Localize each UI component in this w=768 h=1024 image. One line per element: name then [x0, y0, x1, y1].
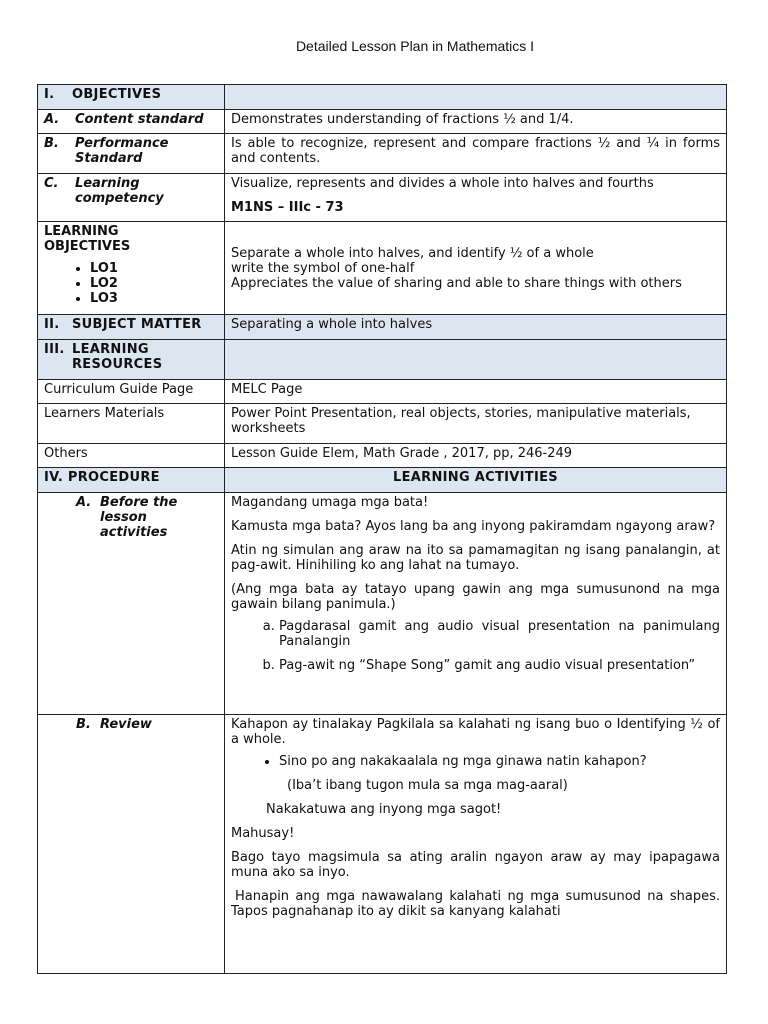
activity-text: Atin ng simulan ang araw na ito sa pamamagitan ng isang panalangin, at pag-awit. Hinihiling ko ang lahat na tumayo. — [231, 543, 720, 573]
row-value: Lesson Guide Elem, Math Grade , 2017, pp, 246-249 — [225, 444, 727, 468]
row-label: Review — [100, 717, 152, 732]
objectives-heading-cell — [38, 85, 225, 110]
learning-resources-header-row — [38, 340, 727, 380]
list-item: b. Pag-awit ng “Shape Song” gamit ang audio visual presentation” — [279, 658, 720, 673]
lo-value: Appreciates the value of sharing and able to share things with others — [231, 276, 682, 291]
lo-value: Separate a whole into halves, and identify ½ of a whole — [231, 246, 594, 261]
content-standard-row — [38, 110, 727, 134]
row-label: Before the lesson activities — [100, 495, 178, 540]
review-bullets — [231, 754, 720, 769]
row-value: Demonstrates understanding of fractions ½ and 1/4. — [225, 110, 727, 134]
review-row — [38, 715, 727, 974]
learning-objectives-label: LEARNING OBJECTIVES — [44, 224, 131, 254]
row-marker: A. — [44, 112, 60, 127]
row-label: Performance Standard — [75, 136, 169, 166]
activity-text: Bago tayo magsimula sa ating aralin ngayon araw ay may ipapagawa muna ako sa inyo. — [231, 850, 720, 880]
row-marker: C. — [44, 176, 59, 191]
learning-competency-row — [38, 174, 727, 222]
activity-list — [231, 619, 720, 673]
row-marker: B. — [76, 717, 91, 732]
list-item: • Sino po ang nakakaalala ng mga ginawa natin kahapon? — [279, 754, 720, 769]
section-number: I. — [44, 87, 55, 102]
row-value: Separating a whole into halves — [225, 315, 727, 340]
resource-row — [38, 444, 727, 468]
learning-objectives-row — [38, 222, 727, 315]
activities-heading: LEARNING ACTIVITIES — [225, 468, 727, 493]
objectives-header-row — [38, 85, 727, 110]
row-marker: A. — [76, 495, 92, 510]
row-label: Others — [38, 444, 225, 468]
row-label: Content standard — [75, 112, 204, 127]
section-number: II. — [44, 317, 60, 332]
lesson-plan-table — [37, 84, 727, 974]
activity-text: Kahapon ay tinalakay Pagkilala sa kalahati ng isang buo o Identifying ½ of a whole. — [231, 717, 720, 747]
lo-item: • LO2 — [90, 276, 218, 291]
section-heading: LEARNING RESOURCES — [72, 342, 163, 372]
row-label: Learning competency — [75, 176, 164, 206]
document-title: Detailed Lesson Plan in Mathematics I — [295, 38, 535, 54]
row-label: Learners Materials — [38, 404, 225, 444]
row-value: Power Point Presentation, real objects, stories, manipulative materials, worksheets — [225, 404, 727, 444]
procedure-header-row — [38, 468, 727, 493]
row-value: Is able to recognize, represent and compare fractions ½ and ¼ in forms and contents. — [225, 134, 727, 174]
row-label: Curriculum Guide Page — [38, 380, 225, 404]
before-lesson-row — [38, 493, 727, 715]
row-value: Visualize, represents and divides a whole into halves and fourths — [231, 176, 654, 191]
activity-text: Mahusay! — [231, 826, 295, 841]
lo-value: write the symbol of one-half — [231, 261, 415, 276]
activity-text: Hanapin ang mga nawawalang kalahati ng mga sumusunod na shapes. Tapos pagnahanap ito ay dikit sa kanyang kalahati — [231, 889, 720, 919]
resource-row — [38, 380, 727, 404]
section-heading: OBJECTIVES — [72, 87, 162, 102]
activity-text: Nakakatuwa ang inyong mga sagot! — [266, 802, 502, 817]
performance-standard-row — [38, 134, 727, 174]
subject-matter-row — [38, 315, 727, 340]
lo-item: • LO1 — [90, 261, 218, 276]
section-heading: IV. PROCEDURE — [38, 468, 225, 493]
lo-list — [44, 261, 218, 306]
list-item: a. Pagdarasal gamit ang audio visual presentation na panimulang Panalangin — [279, 619, 720, 649]
section-number: III. — [44, 342, 65, 357]
activity-text: Kamusta mga bata? Ayos lang ba ang inyong pakiramdam ngayong araw? — [231, 519, 716, 534]
activity-text: Magandang umaga mga bata! — [231, 495, 429, 510]
resource-row — [38, 404, 727, 444]
row-marker: B. — [44, 136, 59, 151]
activity-text: (Ang mga bata ay tatayo upang gawin ang mga sumusunond na mga gawain bilang panimula.) — [231, 582, 720, 612]
activity-text: (Iba’t ibang tugon mula sa mga mag-aaral) — [287, 778, 568, 793]
competency-code: M1NS – IIIc - 73 — [231, 200, 344, 215]
lo-item: • LO3 — [90, 291, 218, 306]
row-value: MELC Page — [225, 380, 727, 404]
section-heading: SUBJECT MATTER — [72, 317, 202, 332]
